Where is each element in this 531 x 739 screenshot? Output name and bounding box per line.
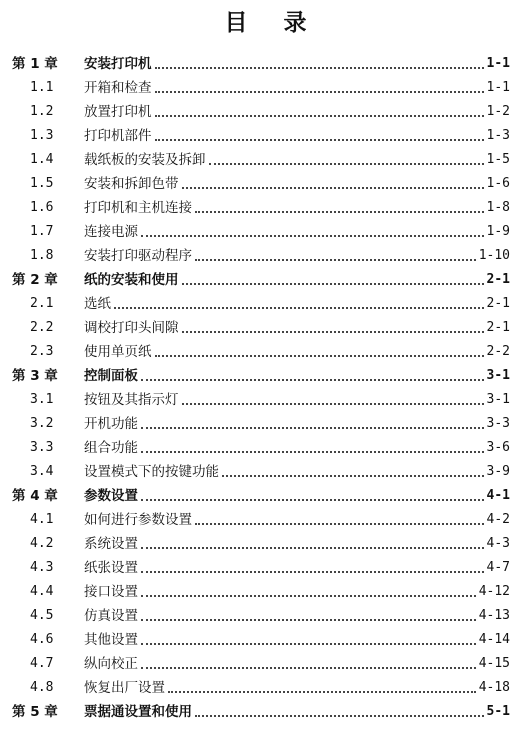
toc-section-row[interactable] [0, 340, 531, 364]
section-title: 安装和拆卸色带 [84, 176, 179, 192]
section-number: 2.2 [30, 320, 54, 335]
toc-chapter-row[interactable] [0, 268, 531, 292]
chapter-title: 票据通设置和使用 [84, 704, 192, 720]
dot-leader [141, 547, 484, 549]
toc-section-row[interactable] [0, 76, 531, 100]
chapter-title: 安装打印机 [84, 56, 152, 72]
section-number: 4.2 [30, 536, 54, 551]
page-number: 5-1 [486, 704, 510, 719]
section-title: 打印机和主机连接 [84, 200, 192, 216]
dot-leader [141, 667, 476, 669]
section-number: 1.7 [30, 224, 54, 239]
section-title: 选纸 [84, 296, 111, 312]
page-number: 3-1 [486, 392, 510, 407]
page-number: 4-3 [486, 536, 510, 551]
dot-leader [141, 427, 484, 429]
toc-section-row[interactable] [0, 220, 531, 244]
section-number: 1.8 [30, 248, 54, 263]
page-number: 3-1 [486, 368, 510, 383]
section-title: 打印机部件 [84, 128, 152, 144]
section-number: 1.3 [30, 128, 54, 143]
section-title: 如何进行参数设置 [84, 512, 192, 528]
section-number: 3.3 [30, 440, 54, 455]
dot-leader [222, 475, 484, 477]
toc-section-row[interactable] [0, 412, 531, 436]
dot-leader [182, 331, 484, 333]
section-title: 恢复出厂设置 [84, 680, 165, 696]
section-title: 载纸板的安装及拆卸 [84, 152, 206, 168]
section-title: 系统设置 [84, 536, 138, 552]
dot-leader [155, 139, 484, 141]
page-number: 1-3 [486, 128, 510, 143]
dot-leader [155, 91, 484, 93]
page-number: 3-6 [486, 440, 510, 455]
toc-section-row[interactable] [0, 508, 531, 532]
toc-section-row[interactable] [0, 148, 531, 172]
dot-leader [182, 187, 484, 189]
page-number: 3-9 [486, 464, 510, 479]
page-title: 目 录 [224, 10, 321, 36]
page-number: 1-1 [486, 80, 510, 95]
section-number: 3.1 [30, 392, 54, 407]
section-title: 其他设置 [84, 632, 138, 648]
dot-leader [114, 307, 484, 309]
toc-chapter-row[interactable] [0, 700, 531, 724]
page-number: 1-10 [478, 248, 510, 263]
toc-section-row[interactable] [0, 292, 531, 316]
toc-section-row[interactable] [0, 676, 531, 700]
dot-leader [155, 115, 484, 117]
page-number: 1-6 [486, 176, 510, 191]
toc-chapter-row[interactable] [0, 484, 531, 508]
section-title: 放置打印机 [84, 104, 152, 120]
chapter-number: 第 2 章 [12, 272, 58, 288]
toc-section-row[interactable] [0, 388, 531, 412]
page-number: 1-5 [486, 152, 510, 167]
toc-chapter-row[interactable] [0, 52, 531, 76]
dot-leader [141, 451, 484, 453]
section-title: 仿真设置 [84, 608, 138, 624]
section-number: 4.4 [30, 584, 54, 599]
section-number: 1.6 [30, 200, 54, 215]
chapter-title: 纸的安装和使用 [84, 272, 179, 288]
toc-section-row[interactable] [0, 172, 531, 196]
section-number: 4.3 [30, 560, 54, 575]
chapter-number: 第 3 章 [12, 368, 58, 384]
dot-leader [195, 715, 484, 717]
section-number: 2.3 [30, 344, 54, 359]
page-number: 4-12 [478, 584, 510, 599]
section-number: 4.1 [30, 512, 54, 527]
section-title: 连接电源 [84, 224, 138, 240]
toc-section-row[interactable] [0, 244, 531, 268]
dot-leader [141, 643, 476, 645]
page-number: 4-13 [478, 608, 510, 623]
page-number: 4-7 [486, 560, 510, 575]
section-number: 1.2 [30, 104, 54, 119]
section-title: 设置模式下的按键功能 [84, 464, 219, 480]
chapter-number: 第 5 章 [12, 704, 58, 720]
page-number: 4-15 [478, 656, 510, 671]
section-title: 接口设置 [84, 584, 138, 600]
page-number: 2-1 [486, 320, 510, 335]
toc-section-row[interactable] [0, 580, 531, 604]
toc-section-row[interactable] [0, 100, 531, 124]
dot-leader [195, 211, 484, 213]
page-number: 1-9 [486, 224, 510, 239]
dot-leader [155, 67, 484, 69]
dot-leader [195, 259, 476, 261]
chapter-title: 参数设置 [84, 488, 138, 504]
page-number: 4-18 [478, 680, 510, 695]
page-number: 4-1 [486, 488, 510, 503]
section-title: 组合功能 [84, 440, 138, 456]
chapter-number: 第 4 章 [12, 488, 58, 504]
toc-section-row[interactable] [0, 532, 531, 556]
toc-section-row[interactable] [0, 436, 531, 460]
page-number: 1-2 [486, 104, 510, 119]
dot-leader [168, 691, 476, 693]
toc-section-row[interactable] [0, 196, 531, 220]
section-title: 安装打印驱动程序 [84, 248, 192, 264]
dot-leader [141, 499, 484, 501]
toc-section-row[interactable] [0, 460, 531, 484]
dot-leader [141, 619, 476, 621]
section-title: 纸张设置 [84, 560, 138, 576]
section-number: 1.4 [30, 152, 54, 167]
dot-leader [141, 379, 484, 381]
chapter-number: 第 1 章 [12, 56, 58, 72]
page-number: 3-3 [486, 416, 510, 431]
section-number: 3.2 [30, 416, 54, 431]
toc-section-row[interactable] [0, 316, 531, 340]
section-number: 2.1 [30, 296, 54, 311]
dot-leader [195, 523, 484, 525]
section-number: 4.5 [30, 608, 54, 623]
section-number: 4.8 [30, 680, 54, 695]
section-title: 开机功能 [84, 416, 138, 432]
dot-leader [141, 235, 484, 237]
dot-leader [141, 595, 476, 597]
dot-leader [182, 403, 484, 405]
section-title: 开箱和检查 [84, 80, 152, 96]
page-number: 4-2 [486, 512, 510, 527]
dot-leader [155, 355, 484, 357]
page-number: 4-14 [478, 632, 510, 647]
toc-section-row[interactable] [0, 628, 531, 652]
section-number: 1.5 [30, 176, 54, 191]
page-number: 1-1 [486, 56, 510, 71]
dot-leader [182, 283, 484, 285]
toc-section-row[interactable] [0, 652, 531, 676]
dot-leader [209, 163, 484, 165]
section-title: 使用单页纸 [84, 344, 152, 360]
toc-section-row[interactable] [0, 124, 531, 148]
section-number: 4.7 [30, 656, 54, 671]
section-title: 按钮及其指示灯 [84, 392, 179, 408]
dot-leader [141, 571, 484, 573]
section-number: 3.4 [30, 464, 54, 479]
page-number: 2-2 [486, 344, 510, 359]
section-title: 调校打印头间隙 [84, 320, 179, 336]
toc-list [0, 52, 531, 724]
section-number: 4.6 [30, 632, 54, 647]
chapter-title: 控制面板 [84, 368, 138, 384]
page-number: 1-8 [486, 200, 510, 215]
section-number: 1.1 [30, 80, 54, 95]
toc-chapter-row[interactable] [0, 364, 531, 388]
section-title: 纵向校正 [84, 656, 138, 672]
page-number: 2-1 [486, 272, 510, 287]
toc-section-row[interactable] [0, 556, 531, 580]
toc-section-row[interactable] [0, 604, 531, 628]
page-number: 2-1 [486, 296, 510, 311]
